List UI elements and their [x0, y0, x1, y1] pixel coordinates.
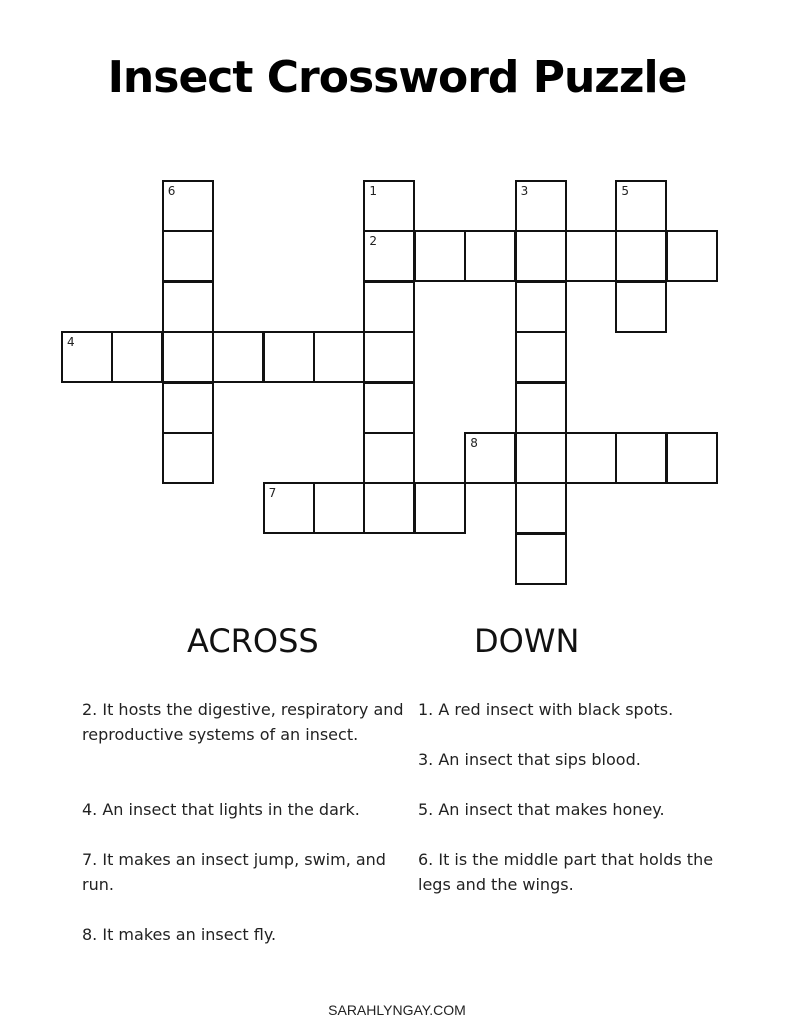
across-clue-8: 8. It makes an insect fly. [82, 925, 277, 944]
grid-cell[interactable] [615, 230, 667, 282]
grid-cell[interactable] [363, 432, 415, 484]
grid-cell[interactable] [162, 382, 214, 434]
grid-cell[interactable] [515, 331, 567, 383]
down-clue-3: 3. An insect that sips blood. [418, 750, 641, 769]
clue-number: 8 [470, 436, 478, 450]
grid-cell[interactable] [515, 230, 567, 282]
grid-cell[interactable] [363, 482, 415, 534]
clue-number: 1 [369, 184, 378, 198]
grid-cell[interactable] [212, 331, 264, 383]
down-clue-1: 1. A red insect with black spots. [418, 700, 674, 719]
across-clue-2: 2. It hosts the digestive, respiratory and reproductive systems of an insect. [82, 700, 404, 744]
grid-cell[interactable] [414, 482, 466, 534]
clue-number: 3 [520, 184, 529, 198]
grid-cell[interactable] [313, 482, 365, 534]
grid-cell[interactable] [162, 281, 214, 333]
grid-cell[interactable] [162, 432, 214, 484]
puzzle-title: Insect Crossword Puzzle [107, 52, 687, 103]
grid-cell[interactable] [515, 382, 567, 434]
clue-number: 2 [369, 234, 378, 249]
grid-cell[interactable] [263, 331, 315, 383]
grid-cell[interactable] [615, 432, 667, 484]
grid-cell[interactable] [162, 230, 214, 282]
clue-number: 7 [268, 486, 277, 501]
across-clue-7: 7. It makes an insect jump, swim, and run. [82, 850, 386, 894]
down-clue-5: 5. An insect that makes honey. [418, 800, 665, 819]
grid-cell[interactable] [666, 230, 718, 282]
grid-cell[interactable] [615, 281, 667, 333]
grid-cell[interactable] [313, 331, 365, 383]
grid-cell[interactable] [162, 331, 214, 383]
grid-cell[interactable] [515, 533, 567, 585]
down-clue-6: 6. It is the middle part that holds the legs and the wings. [418, 850, 714, 894]
grid-cell[interactable] [464, 230, 516, 282]
clue-number: 6 [167, 184, 176, 198]
down-heading: DOWN [474, 622, 580, 660]
clue-number: 4 [67, 335, 75, 350]
grid-cell[interactable] [565, 230, 617, 282]
clue-number: 5 [621, 184, 630, 198]
grid-cell[interactable] [363, 382, 415, 434]
grid-cell[interactable] [515, 432, 567, 484]
grid-cell[interactable] [363, 331, 415, 383]
grid-cell[interactable] [515, 482, 567, 534]
grid-cell[interactable] [666, 432, 718, 484]
across-heading: ACROSS [187, 622, 319, 660]
grid-cell[interactable] [515, 281, 567, 333]
grid-cell[interactable] [414, 230, 466, 282]
grid-cell[interactable] [565, 432, 617, 484]
across-clue-4: 4. An insect that lights in the dark. [82, 800, 360, 819]
grid-cell[interactable] [111, 331, 163, 383]
site-footer: SARAHLYNGAY.COM [328, 1002, 466, 1018]
grid-cell[interactable] [363, 281, 415, 333]
